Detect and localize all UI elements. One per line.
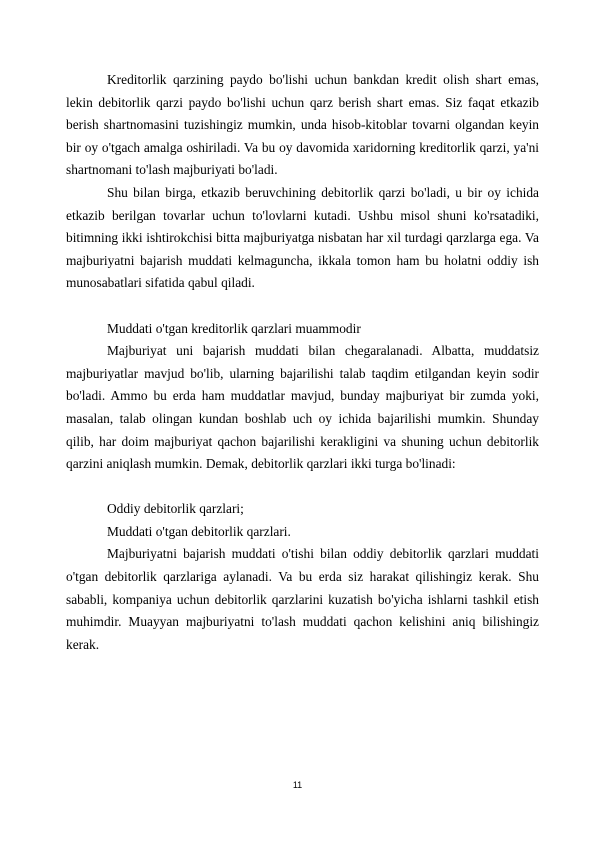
paragraph-credit-debt-origin: Kreditorlik qarzining paydo bo'lishi uchun bankdan kredit olish shart emas, lekin debitorlik qarzi paydo bo'lishi uchun qarz berish shart emas. Siz faqat etkazib berish shartnomasini tuzishingiz mumkin, unda hisob-kitoblar tovarni olgandan keyin bir oy o'tgach amalga oshiriladi. Va bu oy davomida xaridorning kreditorlik qarzi, ya'ni shartnomani to'lash majburiyati bo'ladi. — [66, 72, 539, 178]
paragraph-supplier-receivable: Shu bilan birga, etkazib beruvchining debitorlik qarzi bo'ladi, u bir oy ichida etkazib berilgan tovarlar uchun to'lovlarni kutadi. Ushbu misol shuni ko'rsatadiki, bitimning ikki ishtirokchisi bitta majburiyatga nisbatan har xil turdagi qarzlarga ega. Va majburiyatni bajarish muddati kelmaguncha, ikkala tomon ham bu holatni oddiy ish munosabatlari sifatida qabul qiladi. — [66, 184, 539, 291]
paragraph-spacer — [66, 476, 539, 499]
paragraph-obligation-term: Majburiyat uni bajarish muddati bilan chegaralanadi. Albatta, muddatsiz majburiyatlar mavjud bo'lib, ularning bajarilishi talab taqdim etilgandan keyin sodir bo'ladi. Ammo bu erda ham muddatlar mavjud, bunday majburiyat bir zumda yoki, masalan, talab olingan kundan boshlab uch oy ichida bajarilishi mumkin. Shunday qilib, har doim majburiyat qachon bajarilishi kerakligini va shuning uchun debitorlik qarzini aniqlash mumkin. Demak, debitorlik qarzlari ikki turga bo'linadi: — [66, 343, 539, 472]
list-item-ordinary-receivables: Oddiy debitorlik qarzlari; — [107, 501, 244, 517]
section-heading-overdue-payables: Muddati o'tgan kreditorlik qarzlari muammodir — [107, 320, 361, 336]
list-item-overdue-receivables: Muddati o'tgan debitorlik qarzlari. — [107, 523, 291, 539]
paragraph-monitoring-receivables: Majburiyatni bajarish muddati o'tishi bilan oddiy debitorlik qarzlari muddati o'tgan debitorlik qarzlariga aylanadi. Va bu erda siz harakat qilishingiz kerak. Shu sababli, kompaniya uchun debitorlik qarzlarini kuzatish bo'yicha ishlarni tashkil etish muhimdir. Muayyan majburiyatni to'lash muddati qachon kelishini aniq bilishingiz kerak. — [66, 546, 539, 652]
paragraph-spacer — [66, 295, 539, 318]
page-number: 11 — [292, 780, 303, 790]
document-body — [66, 69, 539, 656]
